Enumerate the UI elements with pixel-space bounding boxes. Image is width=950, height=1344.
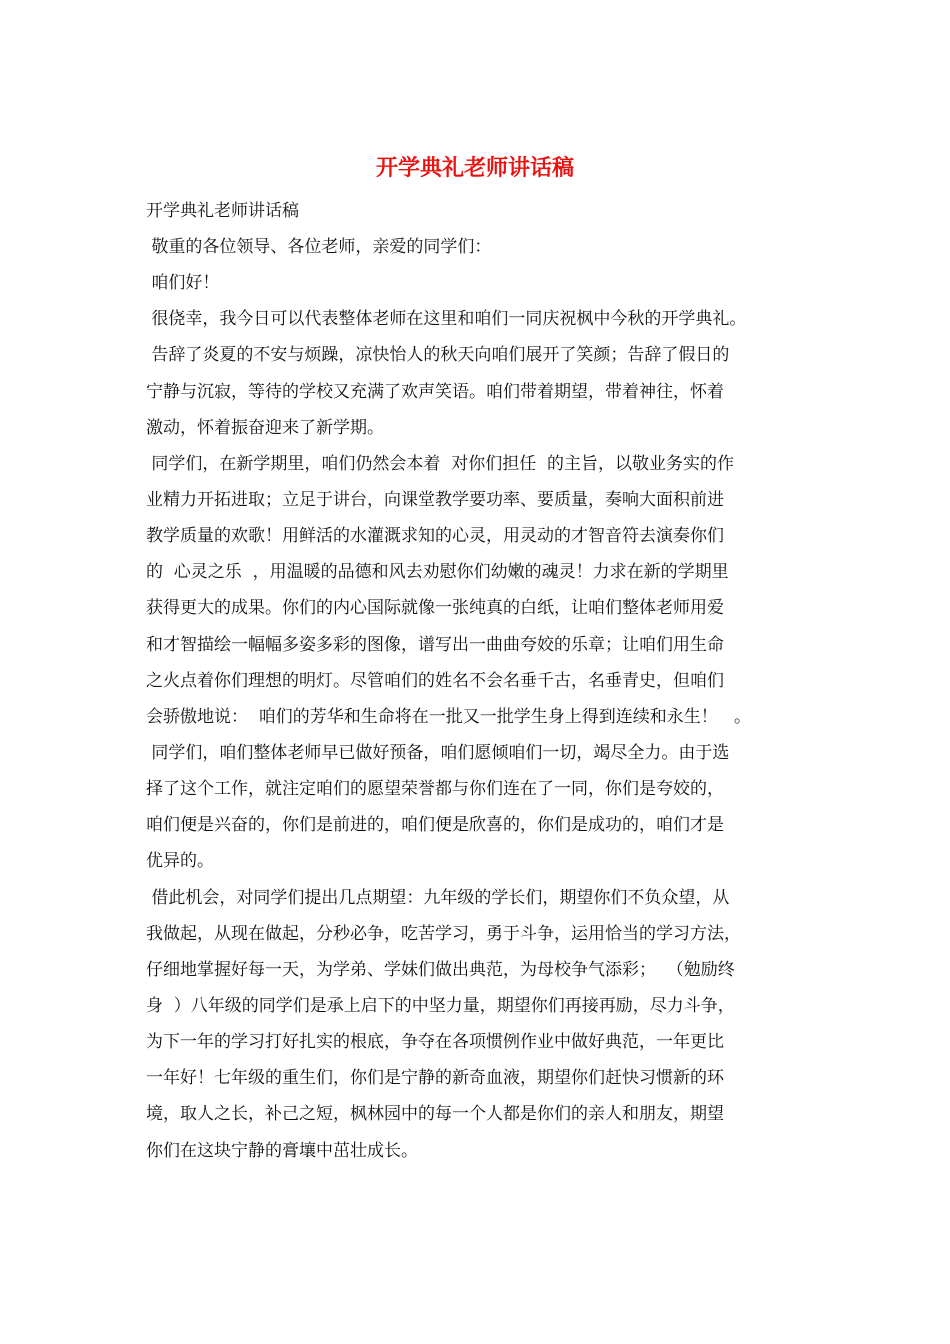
body-line: 择了这个工作，就注定咱们的愿望荣誉都与你们连在了一同，你们是夸姣的， bbox=[146, 779, 724, 800]
page-title: 开学典礼老师讲话稿 bbox=[375, 155, 574, 181]
body-line: 同学们，在新学期里，咱们仍然会本着 对你们担任 的主旨，以敬业务实的作 bbox=[146, 453, 735, 474]
body-line: 宁静与沉寂，等待的学校又充满了欢声笑语。咱们带着期望，带着神往，怀着 bbox=[146, 381, 724, 402]
body-line: 境，取人之长，补己之短，枫林园中的每一个人都是你们的亲人和朋友，期望 bbox=[146, 1104, 724, 1125]
body-line: 会骄傲地说： 咱们的芳华和生命将在一批又一批学生身上得到连续和永生！ 。 bbox=[146, 706, 752, 727]
body-line: 之火点着你们理想的明灯。尽管咱们的姓名不会名垂千古，名垂青史，但咱们 bbox=[146, 670, 724, 691]
body-line: 身 ）八年级的同学们是承上启下的中坚力量，期望你们再接再励，尽力斗争， bbox=[146, 995, 735, 1016]
body-line: 咱们好！ bbox=[146, 273, 220, 294]
body-line: 仔细地掌握好每一天，为学弟、学妹们做出典范，为母校争气添彩； （勉励终 bbox=[146, 959, 735, 980]
document-subtitle: 开学典礼老师讲话稿 bbox=[146, 201, 299, 221]
body-line: 获得更大的成果。你们的内心国际就像一张纯真的白纸，让咱们整体老师用爱 bbox=[146, 598, 724, 619]
body-line: 你们在这块宁静的膏壤中茁壮成长。 bbox=[146, 1140, 418, 1161]
body-line: 我做起，从现在做起，分秒必争，吃苦学习，勇于斗争，运用恰当的学习方法， bbox=[146, 923, 741, 944]
body-line: 和才智描绘一幅幅多姿多彩的图像，谱写出一曲曲夸姣的乐章；让咱们用生命 bbox=[146, 634, 724, 655]
body-line: 咱们便是兴奋的，你们是前进的，咱们便是欣喜的，你们是成功的，咱们才是 bbox=[146, 815, 724, 836]
body-line: 业精力开拓进取；立足于讲台，向课堂教学要功率、要质量，奏响大面积前进 bbox=[146, 489, 724, 510]
body-line: 很侥幸，我今日可以代表整体老师在这里和咱们一同庆祝枫中今秋的开学典礼。 bbox=[146, 309, 747, 330]
body-line: 告辞了炎夏的不安与烦躁，凉快怡人的秋天向咱们展开了笑颜；告辞了假日的 bbox=[146, 345, 730, 366]
body-line: 敬重的各位领导、各位老师，亲爱的同学们： bbox=[146, 237, 492, 257]
body-line: 同学们，咱们整体老师早已做好预备，咱们愿倾咱们一切，竭尽全力。由于选 bbox=[146, 742, 730, 763]
document-body bbox=[146, 229, 826, 1169]
body-line: 教学质量的欢歌！用鲜活的水灌溉求知的心灵，用灵动的才智音符去演奏你们 bbox=[146, 526, 724, 547]
body-line: 借此机会，对同学们提出几点期望：九年级的学长们，期望你们不负众望，从 bbox=[146, 887, 730, 908]
body-line: 优异的。 bbox=[146, 851, 214, 872]
body-line: 一年好！七年级的重生们，你们是宁静的新奇血液，期望你们赶快习惯新的环 bbox=[146, 1068, 724, 1089]
body-line: 为下一年的学习打好扎实的根底，争夺在各项惯例作业中做好典范，一年更比 bbox=[146, 1032, 724, 1053]
body-line: 激动，怀着振奋迎来了新学期。 bbox=[146, 417, 384, 438]
body-line: 的 心灵之乐 ，用温暖的品德和风去劝慰你们幼嫩的魂灵！力求在新的学期里 bbox=[146, 562, 729, 583]
